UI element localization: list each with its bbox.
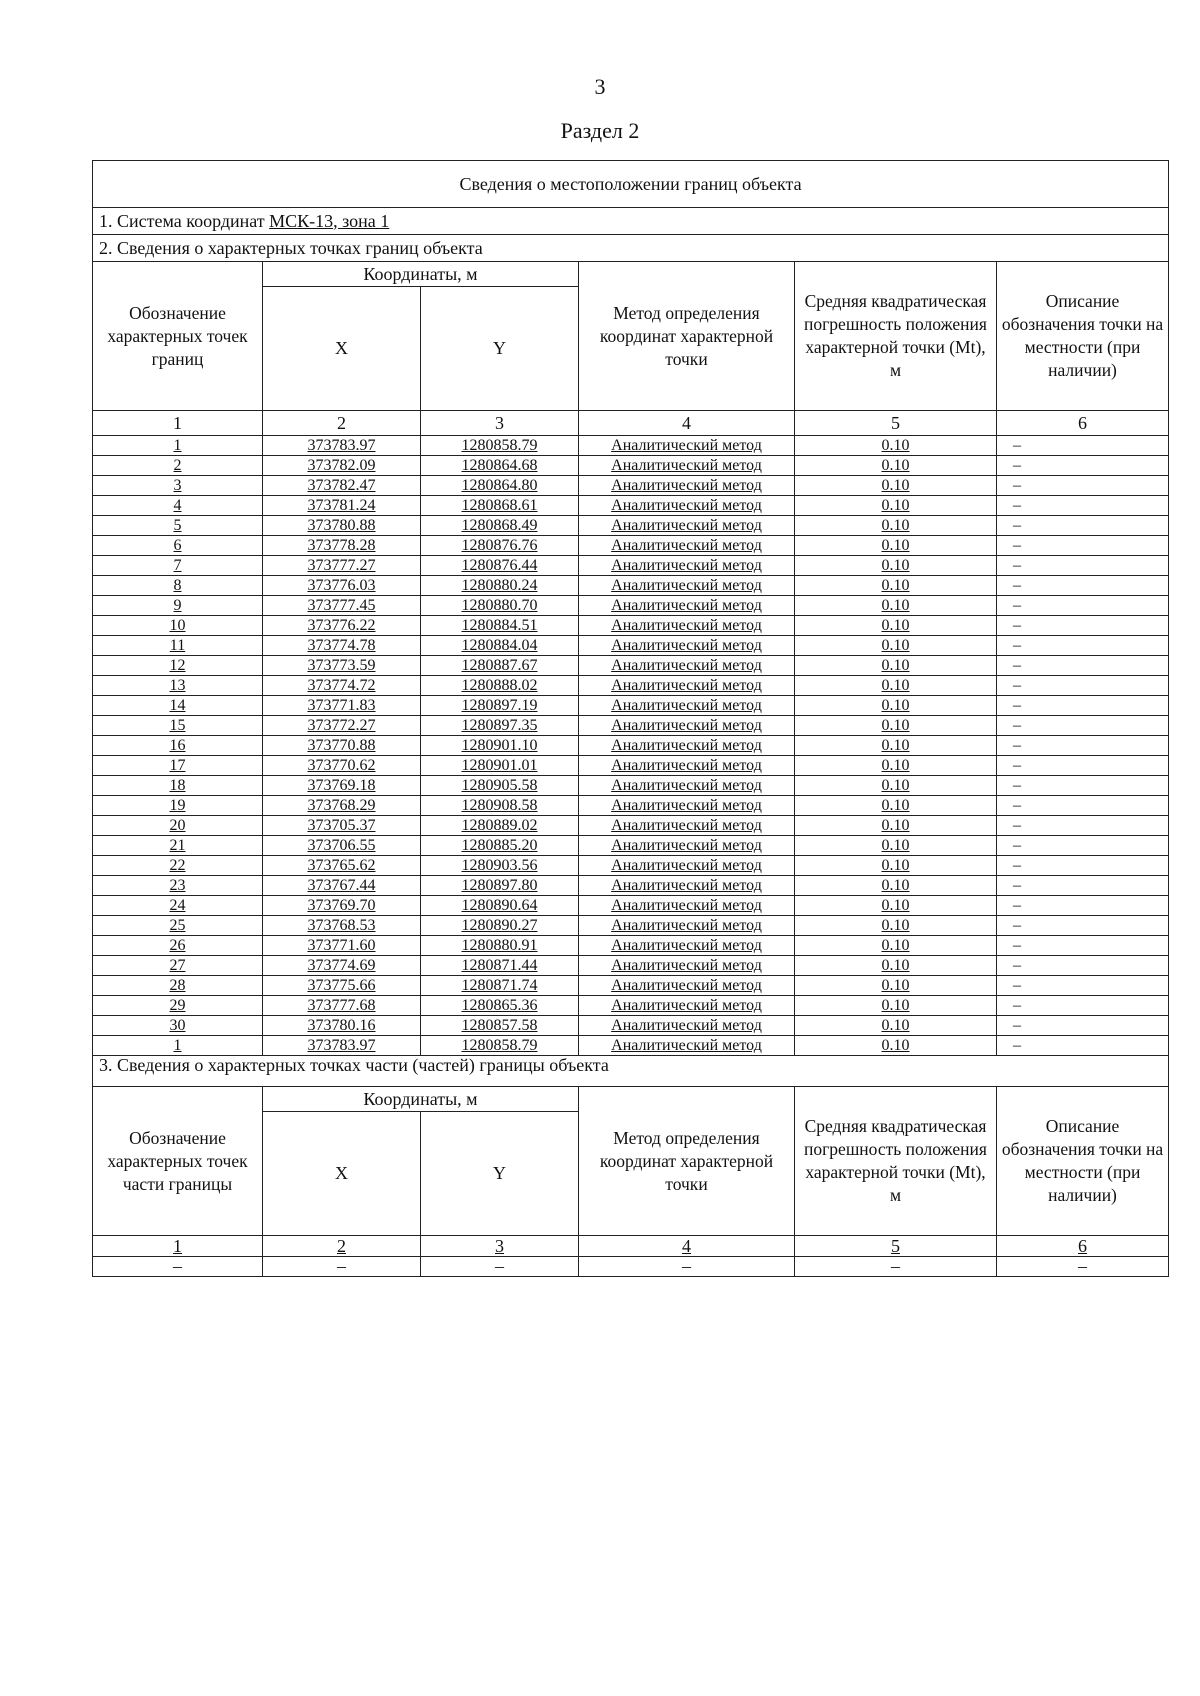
cell-x: 373771.83 — [263, 696, 421, 716]
parts-cell-empty: – — [795, 1257, 997, 1277]
cell-error: 0.10 — [795, 596, 997, 616]
cell-error: 0.10 — [795, 576, 997, 596]
cell-method: Аналитический метод — [579, 816, 795, 836]
cell-x: 373775.66 — [263, 976, 421, 996]
cell-y: 1280884.04 — [421, 636, 579, 656]
cell-method: Аналитический метод — [579, 836, 795, 856]
cell-x: 373774.69 — [263, 956, 421, 976]
column-number: 1 — [93, 411, 263, 436]
cell-x: 373767.44 — [263, 876, 421, 896]
cell-y: 1280865.36 — [421, 996, 579, 1016]
cell-error: 0.10 — [795, 976, 997, 996]
header-x: X — [263, 287, 421, 411]
cell-x: 373774.78 — [263, 636, 421, 656]
cell-error: 0.10 — [795, 776, 997, 796]
cell-y: 1280876.44 — [421, 556, 579, 576]
cell-method: Аналитический метод — [579, 936, 795, 956]
column-number: 2 — [263, 411, 421, 436]
cell-description: – — [997, 916, 1169, 936]
cell-point-number — [93, 836, 263, 856]
cell-method: Аналитический метод — [579, 956, 795, 976]
cell-error: 0.10 — [795, 1016, 997, 1036]
cell-method: Аналитический метод — [579, 576, 795, 596]
cell-description: – — [997, 936, 1169, 956]
header-method: Метод определения координат характерной точки — [579, 262, 795, 411]
point-number-text: 29 — [169, 997, 186, 1014]
cell-point-number — [93, 476, 263, 496]
parts-header-designation: Обозначение характерных точек части границы — [93, 1087, 263, 1236]
cell-error: 0.10 — [795, 816, 997, 836]
table-row — [93, 896, 1169, 916]
cell-x: 373777.27 — [263, 556, 421, 576]
parts-section-heading: 3. Сведения о характерных точках части (частей) границы объекта — [93, 1056, 1169, 1087]
table-row — [93, 936, 1169, 956]
cell-description: – — [997, 996, 1169, 1016]
cell-point-number — [93, 636, 263, 656]
cell-y: 1280880.91 — [421, 936, 579, 956]
cell-x: 373783.97 — [263, 436, 421, 456]
cell-y: 1280889.02 — [421, 816, 579, 836]
coord-system-prefix: 1. Система координат — [99, 210, 270, 231]
table-row — [93, 976, 1169, 996]
table-row — [93, 816, 1169, 836]
table-row — [93, 476, 1169, 496]
table-row — [93, 996, 1169, 1016]
table-row — [93, 676, 1169, 696]
cell-method: Аналитический метод — [579, 976, 795, 996]
cell-method: Аналитический метод — [579, 536, 795, 556]
point-number-text: 24 — [169, 897, 186, 914]
coord-system-line — [93, 208, 1169, 235]
point-number-text: 6 — [173, 537, 182, 554]
cell-error: 0.10 — [795, 736, 997, 756]
parts-header-method: Метод определения координат характерной точки — [579, 1087, 795, 1236]
cell-x: 373781.24 — [263, 496, 421, 516]
cell-error: 0.10 — [795, 496, 997, 516]
point-number-text: 14 — [169, 697, 186, 714]
cell-x: 373768.29 — [263, 796, 421, 816]
cell-description: – — [997, 616, 1169, 636]
column-number: 1 — [93, 1236, 263, 1257]
coord-system-value: МСК-13, зона 1 — [269, 210, 390, 231]
cell-x: 373769.70 — [263, 896, 421, 916]
cell-y: 1280890.27 — [421, 916, 579, 936]
point-number-text: 19 — [169, 797, 186, 814]
header-designation: Обозначение характерных точек границ — [93, 262, 263, 411]
cell-description: – — [997, 1016, 1169, 1036]
point-number-text: 3 — [173, 477, 182, 494]
table-row — [93, 796, 1169, 816]
cell-point-number — [93, 956, 263, 976]
parts-cell-empty: – — [997, 1257, 1169, 1277]
cell-method: Аналитический метод — [579, 656, 795, 676]
parts-cell-empty: – — [579, 1257, 795, 1277]
point-number-text: 30 — [169, 1017, 186, 1034]
table-row — [93, 856, 1169, 876]
cell-method: Аналитический метод — [579, 636, 795, 656]
cell-x: 373773.59 — [263, 656, 421, 676]
table-row — [93, 636, 1169, 656]
cell-x: 373783.97 — [263, 1036, 421, 1056]
point-number-text: 9 — [173, 597, 182, 614]
cell-x: 373771.60 — [263, 936, 421, 956]
cell-error: 0.10 — [795, 996, 997, 1016]
table-row — [93, 656, 1169, 676]
cell-y: 1280885.20 — [421, 836, 579, 856]
point-number-text: 11 — [169, 637, 186, 654]
cell-method: Аналитический метод — [579, 676, 795, 696]
table-row — [93, 536, 1169, 556]
point-number-text: 7 — [173, 557, 182, 574]
cell-point-number — [93, 776, 263, 796]
cell-y: 1280876.76 — [421, 536, 579, 556]
cell-method: Аналитический метод — [579, 916, 795, 936]
cell-point-number — [93, 1016, 263, 1036]
cell-point-number — [93, 876, 263, 896]
cell-x: 373777.68 — [263, 996, 421, 1016]
cell-y: 1280868.49 — [421, 516, 579, 536]
point-number-text: 2 — [173, 457, 182, 474]
cell-error: 0.10 — [795, 716, 997, 736]
cell-description: – — [997, 876, 1169, 896]
cell-error: 0.10 — [795, 756, 997, 776]
cell-point-number — [93, 896, 263, 916]
cell-error: 0.10 — [795, 536, 997, 556]
cell-description: – — [997, 636, 1169, 656]
cell-point-number — [93, 596, 263, 616]
point-number-text: 25 — [169, 917, 186, 934]
cell-method: Аналитический метод — [579, 876, 795, 896]
column-number: 3 — [421, 411, 579, 436]
cell-description: – — [997, 896, 1169, 916]
table-row — [93, 696, 1169, 716]
cell-point-number — [93, 856, 263, 876]
cell-description: – — [997, 656, 1169, 676]
column-number: 4 — [579, 1236, 795, 1257]
point-number-text: 16 — [169, 737, 186, 754]
table-row — [93, 516, 1169, 536]
cell-description: – — [997, 716, 1169, 736]
cell-description: – — [997, 1036, 1169, 1056]
cell-y: 1280868.61 — [421, 496, 579, 516]
cell-x: 373782.47 — [263, 476, 421, 496]
parts-cell-empty: – — [93, 1257, 263, 1277]
section-title: Раздел 2 — [560, 118, 640, 143]
cell-error: 0.10 — [795, 956, 997, 976]
column-number: 4 — [579, 411, 795, 436]
cell-point-number — [93, 1036, 263, 1056]
table-row — [93, 716, 1169, 736]
page-number: 3 — [594, 74, 606, 99]
cell-y: 1280884.51 — [421, 616, 579, 636]
parts-header-description: Описание обозначения точки на местности (при наличии) — [997, 1087, 1169, 1236]
table-row — [93, 576, 1169, 596]
table-row — [93, 876, 1169, 896]
cell-point-number — [93, 756, 263, 776]
cell-point-number — [93, 736, 263, 756]
point-number-text: 10 — [169, 617, 186, 634]
table-row — [93, 756, 1169, 776]
cell-error: 0.10 — [795, 856, 997, 876]
table-row — [93, 456, 1169, 476]
cell-method: Аналитический метод — [579, 896, 795, 916]
cell-error: 0.10 — [795, 796, 997, 816]
cell-y: 1280897.35 — [421, 716, 579, 736]
cell-description: – — [997, 856, 1169, 876]
cell-point-number — [93, 996, 263, 1016]
cell-y: 1280901.01 — [421, 756, 579, 776]
cell-method: Аналитический метод — [579, 596, 795, 616]
cell-error: 0.10 — [795, 916, 997, 936]
cell-y: 1280871.74 — [421, 976, 579, 996]
point-number-text: 22 — [169, 857, 186, 874]
cell-description: – — [997, 956, 1169, 976]
cell-point-number — [93, 496, 263, 516]
parts-header-error: Средняя квадратическая погрешность положения характерной точки (Mt), м — [795, 1087, 997, 1236]
parts-cell-empty: – — [421, 1257, 579, 1277]
cell-method: Аналитический метод — [579, 736, 795, 756]
points-section-heading: 2. Сведения о характерных точках границ объекта — [93, 235, 1169, 262]
table-row — [93, 956, 1169, 976]
table-row — [93, 556, 1169, 576]
boundary-table — [92, 160, 1169, 1277]
cell-x: 373777.45 — [263, 596, 421, 616]
point-number-text: 28 — [169, 977, 186, 994]
column-number: 6 — [997, 411, 1169, 436]
cell-y: 1280897.80 — [421, 876, 579, 896]
cell-point-number — [93, 656, 263, 676]
cell-point-number — [93, 936, 263, 956]
cell-point-number — [93, 916, 263, 936]
cell-error: 0.10 — [795, 636, 997, 656]
cell-x: 373705.37 — [263, 816, 421, 836]
cell-description: – — [997, 596, 1169, 616]
cell-y: 1280858.79 — [421, 1036, 579, 1056]
header-description: Описание обозначения точки на местности (при наличии) — [997, 262, 1169, 411]
cell-method: Аналитический метод — [579, 1016, 795, 1036]
cell-method: Аналитический метод — [579, 856, 795, 876]
cell-description: – — [997, 676, 1169, 696]
table-row — [93, 596, 1169, 616]
cell-x: 373772.27 — [263, 716, 421, 736]
cell-description: – — [997, 736, 1169, 756]
cell-description: – — [997, 976, 1169, 996]
cell-error: 0.10 — [795, 836, 997, 856]
cell-error: 0.10 — [795, 1036, 997, 1056]
cell-error: 0.10 — [795, 936, 997, 956]
cell-error: 0.10 — [795, 436, 997, 456]
cell-point-number — [93, 576, 263, 596]
table-row — [93, 436, 1169, 456]
cell-error: 0.10 — [795, 696, 997, 716]
cell-y: 1280905.58 — [421, 776, 579, 796]
column-number: 3 — [421, 1236, 579, 1257]
cell-error: 0.10 — [795, 896, 997, 916]
cell-method: Аналитический метод — [579, 756, 795, 776]
cell-x: 373774.72 — [263, 676, 421, 696]
cell-y: 1280880.24 — [421, 576, 579, 596]
cell-method: Аналитический метод — [579, 776, 795, 796]
column-numbers-row — [93, 411, 1169, 436]
cell-point-number — [93, 976, 263, 996]
cell-y: 1280880.70 — [421, 596, 579, 616]
cell-description: – — [997, 516, 1169, 536]
cell-x: 373770.88 — [263, 736, 421, 756]
point-number-text: 1 — [173, 1037, 182, 1054]
parts-header-y: Y — [421, 1112, 579, 1236]
table-row — [93, 1016, 1169, 1036]
header-error: Средняя квадратическая погрешность положения характерной точки (Mt), м — [795, 262, 997, 411]
cell-method: Аналитический метод — [579, 716, 795, 736]
cell-description: – — [997, 576, 1169, 596]
point-number-text: 8 — [173, 577, 182, 594]
cell-x: 373780.16 — [263, 1016, 421, 1036]
cell-error: 0.10 — [795, 456, 997, 476]
point-number-text: 12 — [169, 657, 186, 674]
cell-method: Аналитический метод — [579, 616, 795, 636]
cell-y: 1280908.58 — [421, 796, 579, 816]
cell-y: 1280858.79 — [421, 436, 579, 456]
cell-method: Аналитический метод — [579, 796, 795, 816]
point-number-text: 21 — [169, 837, 186, 854]
cell-description: – — [997, 776, 1169, 796]
column-number: 5 — [795, 1236, 997, 1257]
cell-error: 0.10 — [795, 656, 997, 676]
cell-y: 1280890.64 — [421, 896, 579, 916]
point-number-text: 20 — [169, 817, 186, 834]
cell-method: Аналитический метод — [579, 516, 795, 536]
point-number-text: 26 — [169, 937, 186, 954]
header-coordinates: Координаты, м — [263, 262, 579, 287]
cell-point-number — [93, 616, 263, 636]
cell-x: 373782.09 — [263, 456, 421, 476]
point-number-text: 5 — [173, 517, 182, 534]
cell-description: – — [997, 456, 1169, 476]
cell-y: 1280897.19 — [421, 696, 579, 716]
cell-error: 0.10 — [795, 676, 997, 696]
parts-header-x: X — [263, 1112, 421, 1236]
point-number-text: 18 — [169, 777, 186, 794]
cell-method: Аналитический метод — [579, 996, 795, 1016]
header-y: Y — [421, 287, 579, 411]
cell-error: 0.10 — [795, 556, 997, 576]
cell-description: – — [997, 476, 1169, 496]
table-row — [93, 836, 1169, 856]
point-number-text: 13 — [169, 677, 186, 694]
cell-y: 1280903.56 — [421, 856, 579, 876]
cell-x: 373776.03 — [263, 576, 421, 596]
cell-description: – — [997, 496, 1169, 516]
cell-method: Аналитический метод — [579, 1036, 795, 1056]
cell-x: 373706.55 — [263, 836, 421, 856]
table-title: Сведения о местоположении границ объекта — [93, 161, 1169, 208]
cell-description: – — [997, 556, 1169, 576]
point-number-text: 4 — [173, 497, 182, 514]
cell-x: 373765.62 — [263, 856, 421, 876]
point-number-text: 15 — [169, 717, 186, 734]
parts-table-row — [93, 1257, 1169, 1277]
cell-method: Аналитический метод — [579, 696, 795, 716]
cell-y: 1280871.44 — [421, 956, 579, 976]
cell-point-number — [93, 456, 263, 476]
cell-method: Аналитический метод — [579, 436, 795, 456]
cell-description: – — [997, 836, 1169, 856]
cell-point-number — [93, 676, 263, 696]
table-row — [93, 916, 1169, 936]
parts-cell-empty: – — [263, 1257, 421, 1277]
cell-x: 373778.28 — [263, 536, 421, 556]
cell-method: Аналитический метод — [579, 556, 795, 576]
cell-method: Аналитический метод — [579, 456, 795, 476]
cell-y: 1280864.68 — [421, 456, 579, 476]
table-row — [93, 736, 1169, 756]
cell-description: – — [997, 756, 1169, 776]
cell-description: – — [997, 796, 1169, 816]
column-number: 5 — [795, 411, 997, 436]
cell-y: 1280901.10 — [421, 736, 579, 756]
point-number-text: 27 — [169, 957, 186, 974]
table-row — [93, 776, 1169, 796]
cell-description: – — [997, 536, 1169, 556]
table-row — [93, 1036, 1169, 1056]
point-number-text: 17 — [169, 757, 186, 774]
cell-error: 0.10 — [795, 516, 997, 536]
cell-point-number — [93, 556, 263, 576]
cell-point-number — [93, 436, 263, 456]
cell-y: 1280887.67 — [421, 656, 579, 676]
cell-point-number — [93, 796, 263, 816]
cell-point-number — [93, 536, 263, 556]
parts-column-numbers-row — [93, 1236, 1169, 1257]
cell-error: 0.10 — [795, 876, 997, 896]
cell-point-number — [93, 696, 263, 716]
column-number: 2 — [263, 1236, 421, 1257]
cell-method: Аналитический метод — [579, 496, 795, 516]
cell-x: 373780.88 — [263, 516, 421, 536]
cell-description: – — [997, 436, 1169, 456]
cell-point-number — [93, 816, 263, 836]
table-row — [93, 496, 1169, 516]
cell-point-number — [93, 516, 263, 536]
cell-method: Аналитический метод — [579, 476, 795, 496]
cell-y: 1280888.02 — [421, 676, 579, 696]
point-number-text: 23 — [169, 877, 186, 894]
cell-y: 1280864.80 — [421, 476, 579, 496]
cell-x: 373769.18 — [263, 776, 421, 796]
cell-x: 373768.53 — [263, 916, 421, 936]
cell-description: – — [997, 816, 1169, 836]
cell-error: 0.10 — [795, 616, 997, 636]
table-row — [93, 616, 1169, 636]
point-number-text: 1 — [173, 437, 182, 454]
cell-point-number — [93, 716, 263, 736]
column-number: 6 — [997, 1236, 1169, 1257]
cell-error: 0.10 — [795, 476, 997, 496]
cell-x: 373770.62 — [263, 756, 421, 776]
cell-description: – — [997, 696, 1169, 716]
parts-header-coordinates: Координаты, м — [263, 1087, 579, 1112]
cell-y: 1280857.58 — [421, 1016, 579, 1036]
cell-x: 373776.22 — [263, 616, 421, 636]
